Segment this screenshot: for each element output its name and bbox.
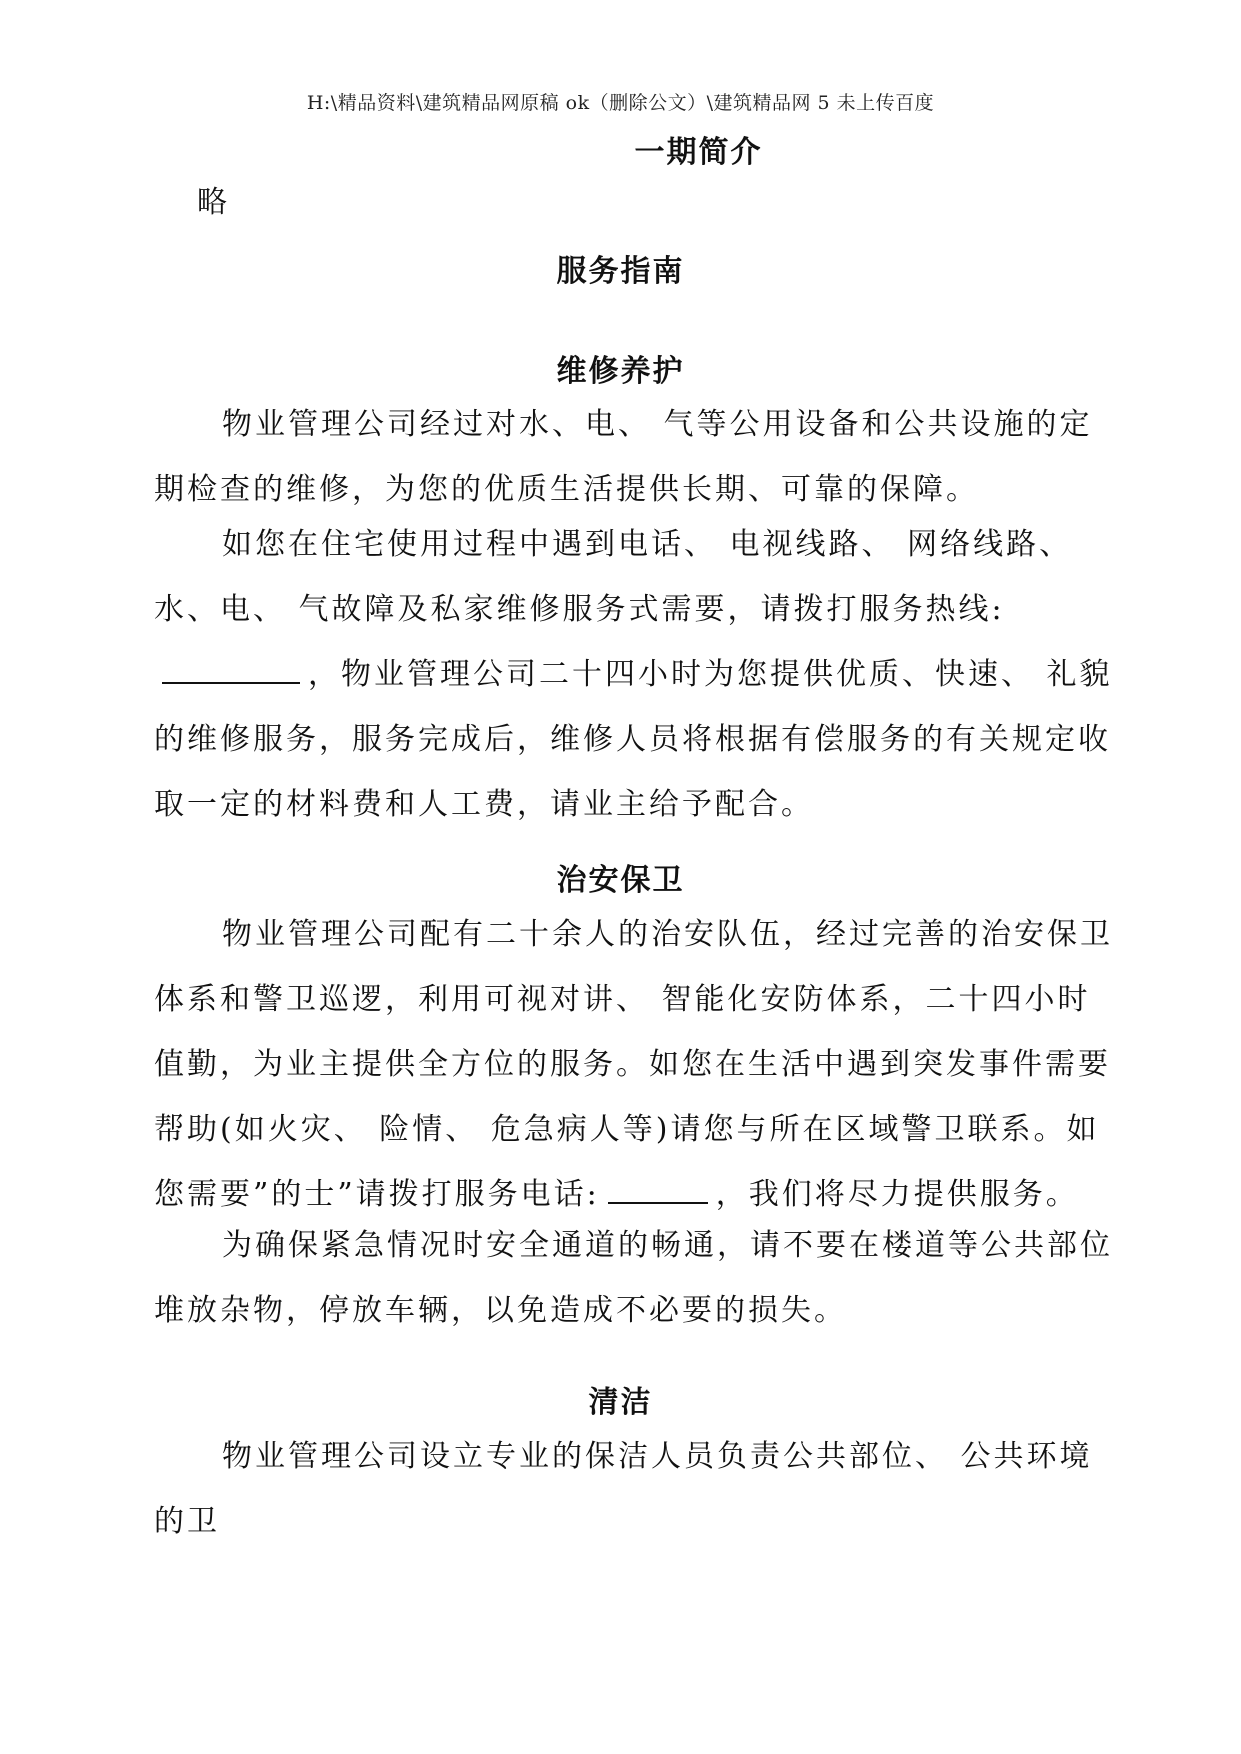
section-title-intro: 一期简介 [634, 135, 763, 170]
section-title-maintenance: 维修养护 [556, 354, 685, 389]
intro-text: 略 [197, 185, 230, 220]
file-path-header: H:\精品资料\建筑精品网原稿 ok（删除公文）\建筑精品网 5 未上传百度 [306, 92, 935, 114]
taxi-phone-blank [608, 1174, 708, 1204]
maintenance-paragraph-2-start: 如您在住宅使用过程中遇到电话、 电视线路、 网络线路、 水、电、 气故障及私家维修服务式需要，请拨打服务热线: [154, 527, 1073, 627]
hotline-blank [162, 654, 300, 684]
cleaning-paragraph-1: 物业管理公司设立专业的保洁人员负责公共部位、 公共环境的卫 [154, 1439, 1093, 1539]
maintenance-paragraph-2 [154, 512, 1114, 837]
security-paragraph-1-start: 物业管理公司配有二十余人的治安队伍，经过完善的治安保卫体系和警卫巡逻，利用可视对讲、 智能化安防体系，二十四小时值勤，为业主提供全方位的服务。如您在生活中遇到突发事件需要帮助(如火灾、 险情、 危急病人等)请您与所在区域警卫联系。如您需要”的士”请拨打服务电话: [154, 917, 1113, 1212]
maintenance-paragraph-1: 物业管理公司经过对水、电、 气等公用设备和公共设施的定期检查的维修，为您的优质生活提供长期、可靠的保障。 [154, 407, 1093, 507]
section-title-security: 治安保卫 [556, 863, 685, 898]
security-paragraph-1 [154, 902, 1114, 1227]
security-paragraph-1-end: ，我们将尽力提供服务。 [715, 1177, 1079, 1212]
security-paragraph-2: 为确保紧急情况时安全通道的畅通，请不要在楼道等公共部位堆放杂物，停放车辆，以免造成不必要的损失。 [154, 1228, 1113, 1328]
maintenance-paragraph-2-end: ，物业管理公司二十四小时为您提供优质、快速、 礼貌的维修服务，服务完成后，维修人员将根据有偿服务的有关规定收取一定的材料费和人工费，请业主给予配合。 [154, 657, 1113, 822]
section-title-cleaning: 清洁 [588, 1385, 653, 1420]
section-title-service-guide: 服务指南 [556, 254, 685, 289]
